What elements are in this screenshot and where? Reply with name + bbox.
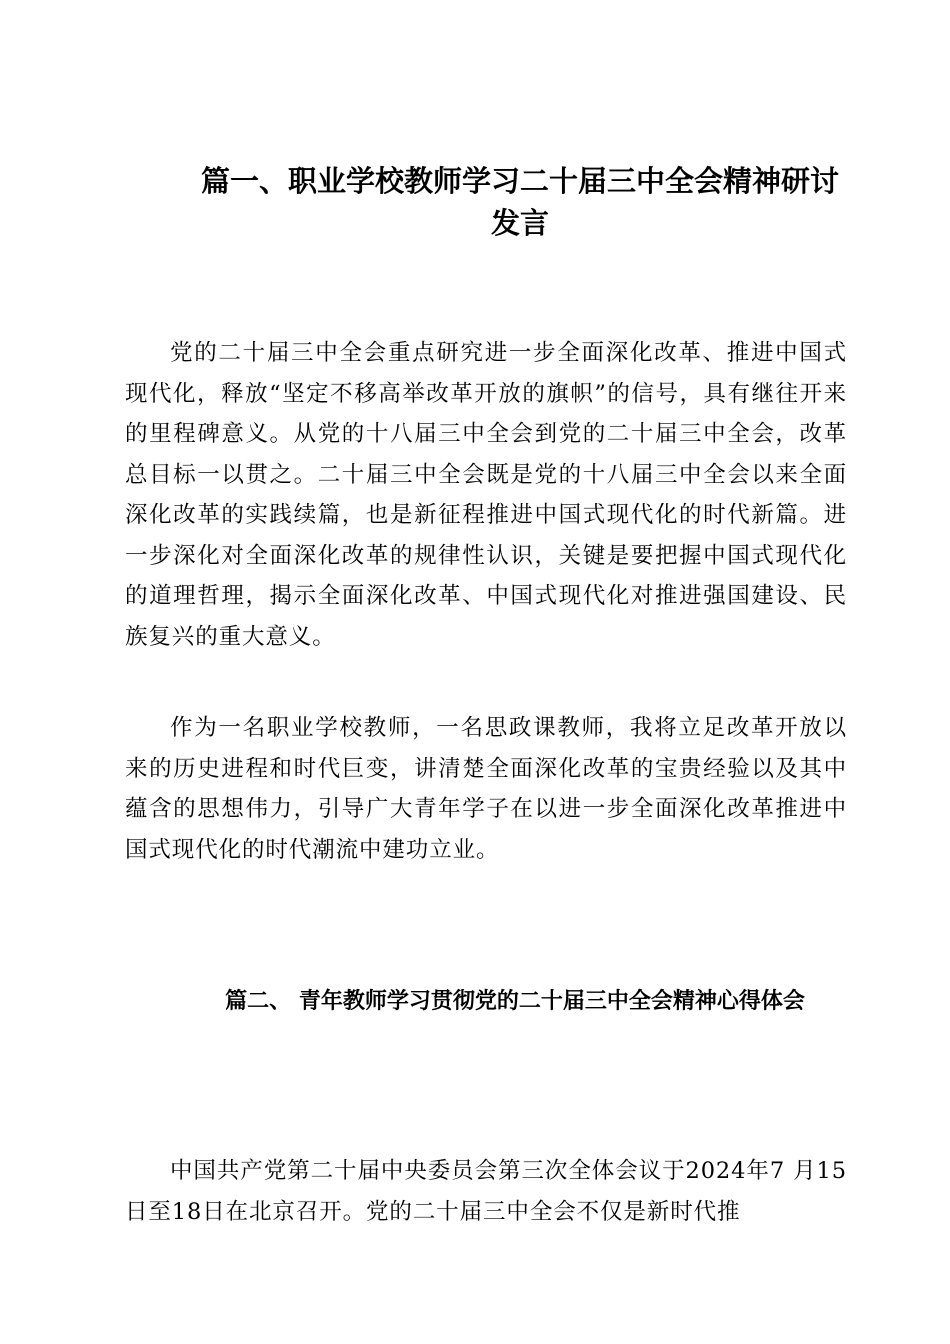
article-1-paragraph-1: 党的二十届三中全会重点研究进一步全面深化改革、推进中国式现代化，释放“坚定不移高举改革开放的旗帜”的信号，具有继往开来的里程碑意义。从党的十八届三中全会到党的二十届三中全会，改革总目标一以贯之。二十届三中全会既是党的十八届三中全会以来全面深化改革的实践续篇，也是新征程推进中国式现代化的时代新篇。进一步深化对全面深化改革的规律性认识，关键是要把握中国式现代化的道理哲理，揭示全面深化改革、中国式现代化对推进强国建设、民族复兴的重大意义。 <box>125 340 847 650</box>
article-2-paragraph-1: 中国共产党第二十届中央委员会第三次全体会议于2024年7 月15日至18日在北京召开。党的二十届三中全会不仅是新时代推 <box>125 1158 847 1225</box>
article-1-title: 篇一、职业学校教师学习二十届三中全会精神研讨发言 <box>200 164 839 240</box>
article-1-paragraph-2: 作为一名职业学校教师，一名思政课教师，我将立足改革开放以来的历史进程和时代巨变，讲清楚全面深化改革的宝贵经验以及其中蕴含的思想伟力，引导广大青年学子在以进一步全面深化改革推进中国式现代化的时代潮流中建功立业。 <box>125 715 847 863</box>
article-2-title: 篇二、 青年教师学习贯彻党的二十届三中全会精神心得体会 <box>225 989 805 1014</box>
